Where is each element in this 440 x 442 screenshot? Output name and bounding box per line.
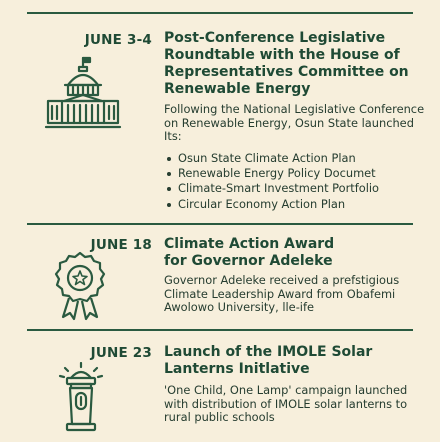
list-item: Circular Economy Action Plan xyxy=(164,197,426,212)
list-item: Climate-Smart Investment Portfolio xyxy=(164,181,426,196)
event-date: JUNE 3-4 xyxy=(84,32,152,48)
event-title: Post-Conference Legislative Roundtable with the House of Representatives Committee on Renewable Energy xyxy=(164,30,409,97)
divider-top xyxy=(27,12,413,14)
divider xyxy=(27,223,413,225)
event-description: Following the National Legislative Conference on Renewable Energy, Osun State launched Its: xyxy=(164,102,425,144)
event-item-list xyxy=(164,151,426,212)
event-date: JUNE 23 xyxy=(90,345,152,361)
event-date: JUNE 18 xyxy=(90,237,152,253)
event-title: Launch of the IMOLE Solar Lanterns Initlative xyxy=(164,344,373,377)
solar-lantern-icon xyxy=(57,362,105,442)
divider xyxy=(27,329,413,331)
list-item: Renewable Energy Policy Documet xyxy=(164,166,426,181)
event-description: 'One Child, One Lamp' campaign launched with distribution of IMOLE solar lanterns to rural public schools xyxy=(164,383,408,425)
event-title: Climate Action Award for Governor Adeleke xyxy=(164,236,335,269)
award-ribbon-icon xyxy=(52,251,108,321)
capitol-building-icon xyxy=(44,55,122,133)
list-item: Osun State Climate Action Plan xyxy=(164,151,426,166)
event-description: Governor Adeleke received a prefstigious Climate Leadership Award from Obafemi Awolowo University, lle-ife xyxy=(164,273,400,315)
